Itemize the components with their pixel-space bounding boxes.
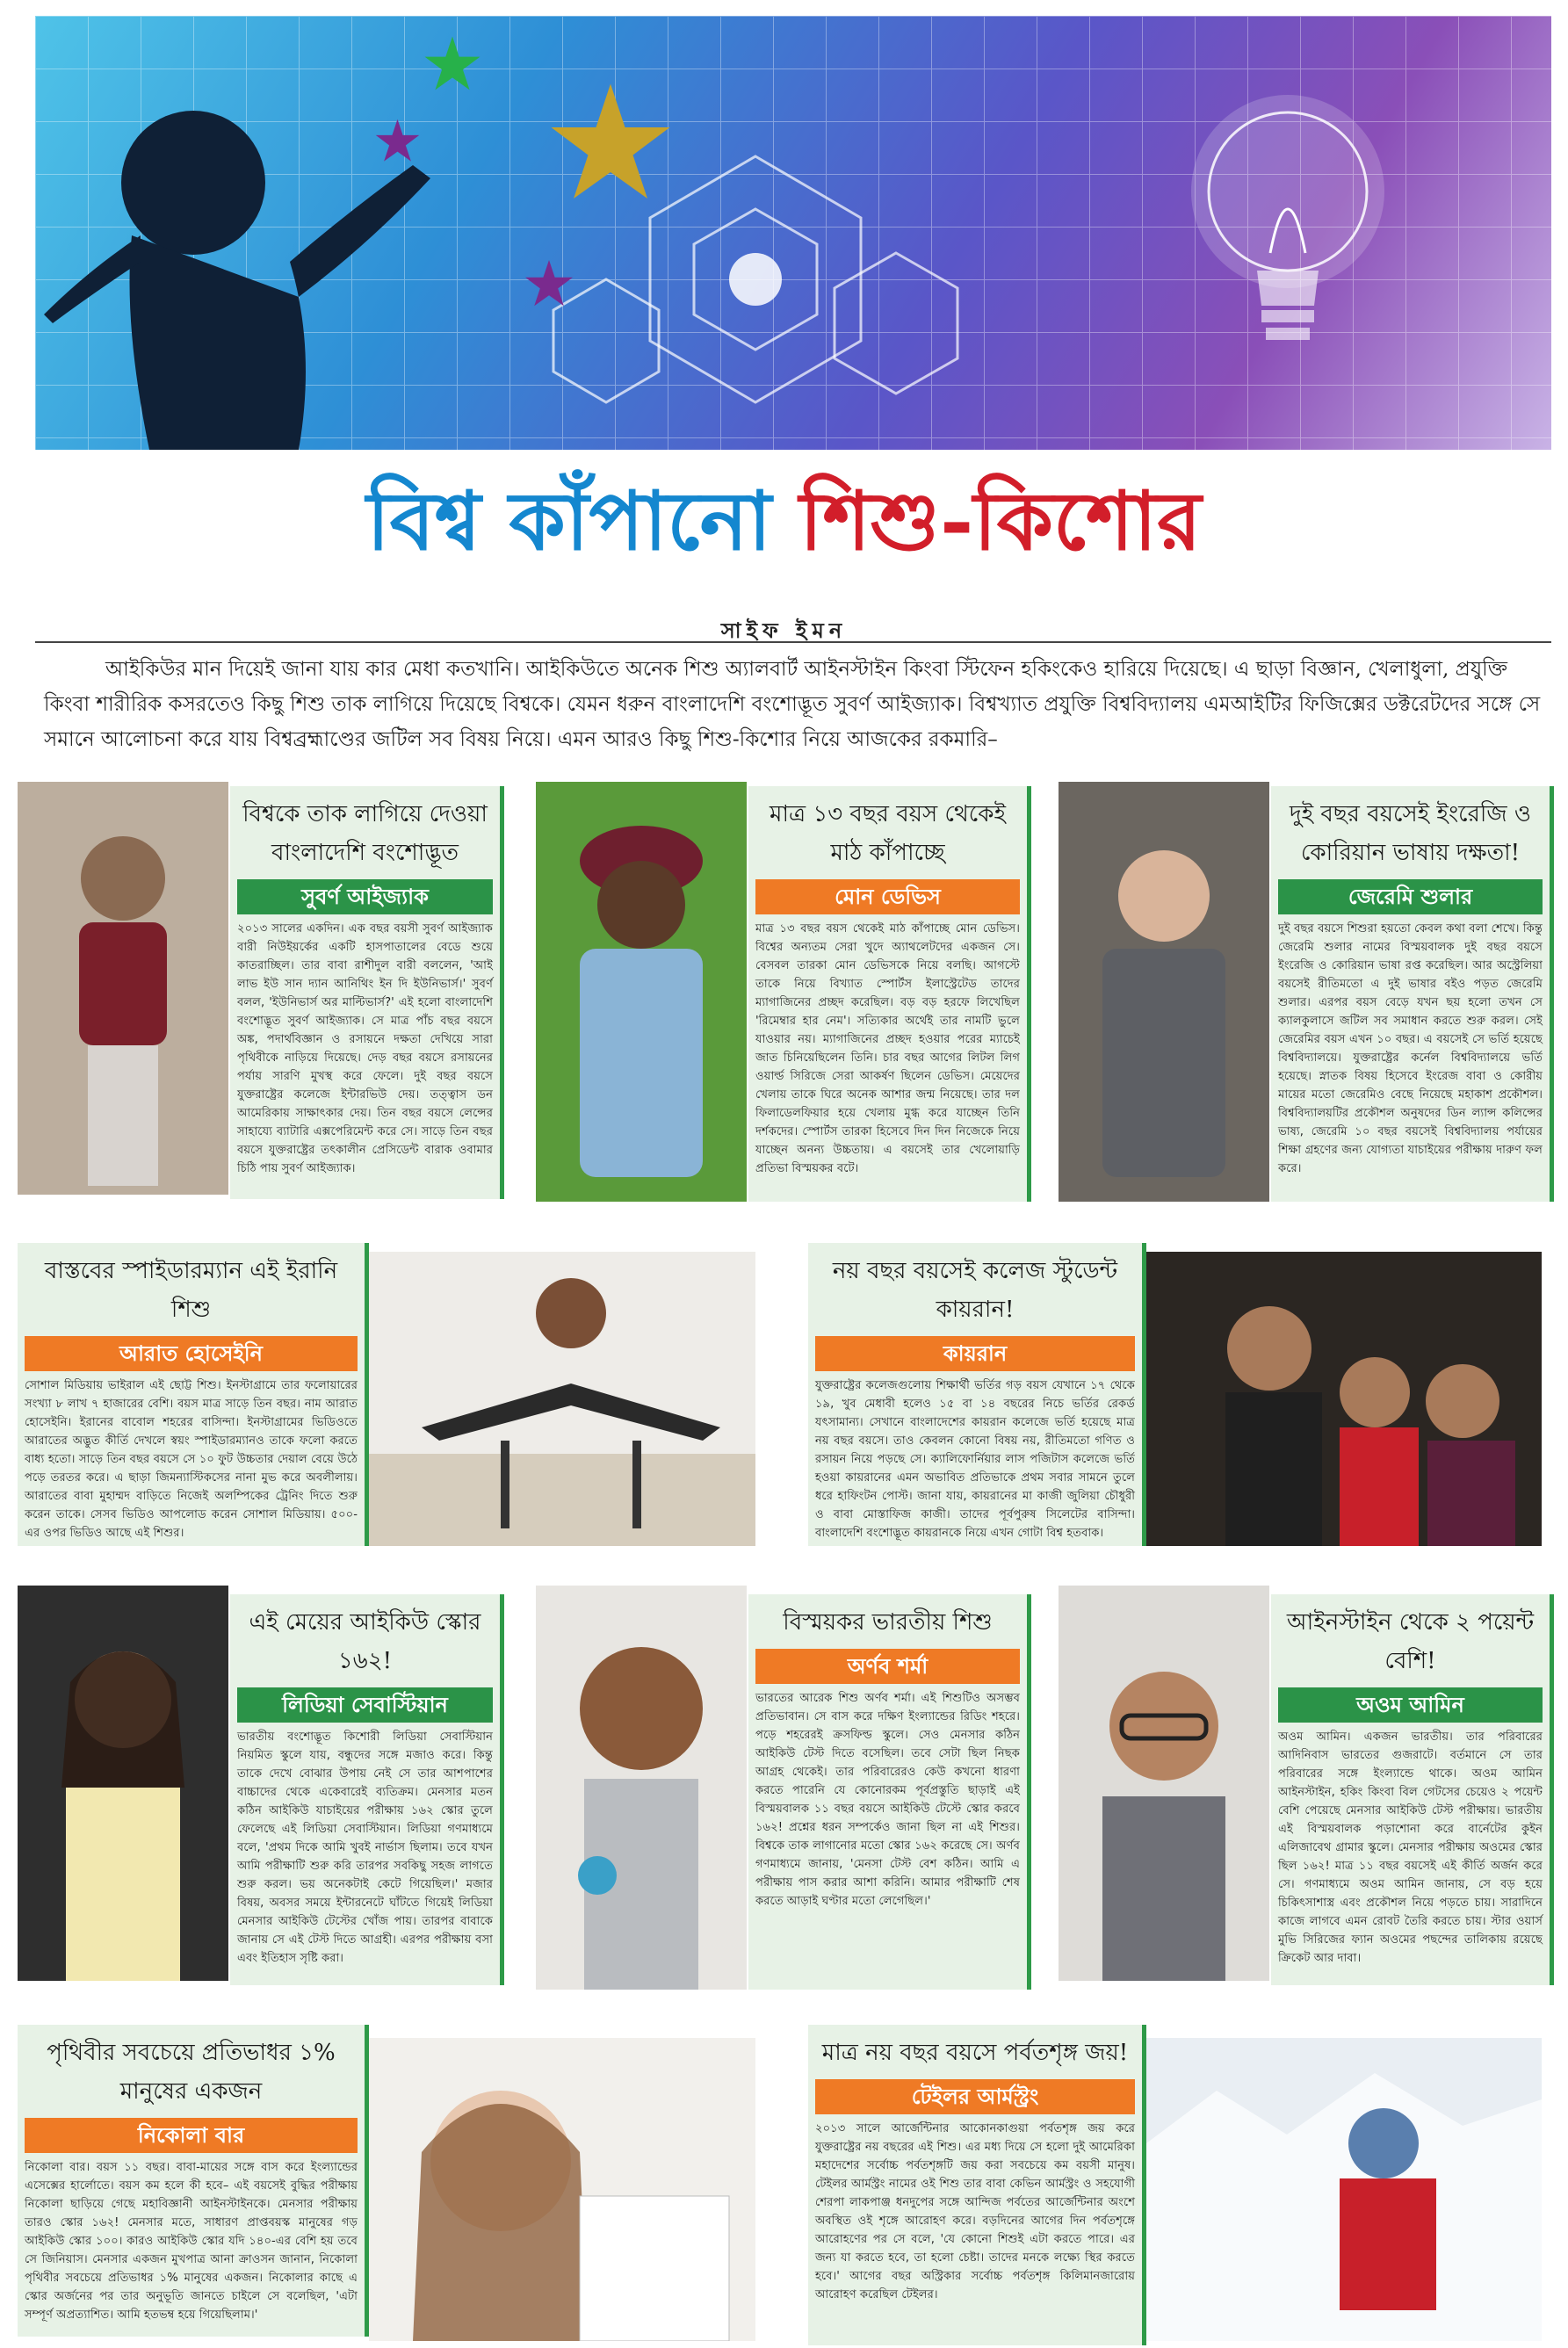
card-body: ভারতীয় বংশোদ্ভূত কিশোরী লিডিয়া সেবাস্টিয়ান নিয়মিত স্কুলে যায়, বন্ধুদের সঙ্গে মজাও করে। কিন্তু তাকে দেখে বোঝার উপায় নেই সে তার আশপাশের বাচ্চাদের থেকে একেবারেই ব্যতিক্রম। মেনসার মতন কঠিন আইকিউ যাচাইয়ের পরীক্ষায় ১৬২ স্কোর তুলে ফেলেছে এই লিডিয়া সেবাস্টিয়ান। লিডিয়া গণমাধ্যমে বলে, 'প্রথম দিকে আমি খুবই নার্ভাস ছিলাম। তবে যখন আমি পরীক্ষাটি শুরু করি তারপর সবকিছু সহজ লাগতে শুরু করল। ভয় অনেকটাই কেটে গিয়েছিল।' মজার বিষয়, অবসর সময়ে ইন্টারনেটে ঘাঁটতে গিয়েই লিডিয়া মেনসার আইকিউ টেস্টের খোঁজ পায়। তারপর বাবাকে জানায় সে এই টেস্ট দিতে আগ্রহী। এরপর পরীক্ষায় বসা এবং ইতিহাস সৃষ্টি করা। (237, 1730, 493, 1965)
card-body: নিকোলা বার। বয়স ১১ বছর। বাবা-মায়ের সঙ্গে বাস করে ইংল্যান্ডের এসেক্সের হার্লোতে। বয়স কম হলে কী হবে– এই বয়সেই বুদ্ধির পরীক্ষায় নিকোলা ছাড়িয়ে গেছে মহাবিজ্ঞানী আইনস্টাইনকে। মেনসার পরীক্ষায় তারও স্কোর ১৬২! মেনসার মতে, সাধারণ প্রাপ্তবয়স্ক মানুষের গড় আইকিউ স্কোর ১০০। কারও আইকিউ স্কোর যদি ১৪০-এর বেশি হয় তবে সে জিনিয়াস। মেনসার একজন মুখপাত্র আনা ক্রাওসন জানান, নিকোলা পৃথিবীর সবচেয়ে প্রতিভাধর ১% মানুষের একজন। নিকোলার কাছে এ স্কোর অর্জনের পর তার অনুভূতি জানতে চাইলে সে বলেছিল, 'এটা সম্পূর্ণ অপ্রত্যাশিত। আমি হতভম্ব হয়ে গিয়েছিলাম।' (25, 2161, 358, 2322)
title-part1: বিশ্ব কাঁপানো (366, 473, 772, 568)
card-oum (1271, 1594, 1554, 1985)
card-heading: মাত্র ১৩ বছর বয়স থেকেই মাঠ কাঁপাচ্ছে (770, 801, 1006, 866)
card-name-bar: লিডিয়া সেবাস্টিয়ান (237, 1687, 493, 1723)
card-name-bar: অওম আমিন (1278, 1687, 1543, 1723)
photo-kairan (1146, 1252, 1542, 1546)
card-lydia (230, 1594, 504, 1985)
card-arnav (748, 1594, 1031, 1990)
photo-tyler (1146, 2038, 1542, 2341)
card-body: মাত্র ১৩ বছর বয়স থেকেই মাঠ কাঁপাচ্ছে মোন ডেভিস। বিশ্বের অন্যতম সেরা খুদে অ্যাথলেটদের একজন সে। বেসবল তারকা মোন ডেভিসকে নিয়ে বলছি। আগস্টে তাকে নিয়ে বিখ্যাত স্পোর্টস ইলাস্ট্রেটেড তাদের ম্যাগাজিনের প্রচ্ছদ করেছিল। বড় বড় হরফে লিখেছিল 'রিমেম্বার হার নেম'। সত্যিকার অর্থেই তার নামটি ভুলে যাওয়ার নয়। ম্যাগাজিনের প্রচ্ছদ হওয়ার পরের ম্যাচেই জাত চিনিয়েছিলেন তিনি। চার বছর আগের লিটল লিগ ওয়ার্ল্ড সিরিজে সেরা আকর্ষণ ছিলেন ডেভিস। মেয়েদের খেলায় তাকে ঘিরে অনেক আশার জন্ম নিয়েছে। তার দল ফিলাডেলফিয়ার হয়ে খেলায় মুগ্ধ করে যাচ্ছেন তিনি দর্শকদের। স্পোর্টস তারকা হিসেবে দিন দিন নিজেকে নিয়ে যাচ্ছেন অনন্য উচ্চতায়। এ বয়সেই তার খেলোয়াড়ি প্রতিভা বিস্ময়কর বটে। (755, 922, 1020, 1175)
photo-arnav (536, 1586, 747, 1990)
photo-nicola (369, 2038, 755, 2341)
card-mone (748, 786, 1031, 1202)
card-name-bar: নিকোলা বার (25, 2118, 358, 2153)
card-heading: পৃথিবীর সবচেয়ে প্রতিভাধর ১% মানুষের একজন (47, 2040, 336, 2105)
photo-jeremy (1059, 782, 1269, 1202)
card-body: ২০১৩ সালের একদিন। এক বছর বয়সী সুবর্ণ আইজ্যাক বারী নিউইয়র্কের একটি হাসপাতালের বেডে শুয়ে কাতরাচ্ছিল। তার বাবা রাশীদুল বারী বললেন, 'আই লাভ ইউ সান দ্যান আনিথিং ইন দি ইউনিভার্স।' সুবর্ণ বলল, 'ইউনিভার্স অর মাল্টিভার্স?' এই হলো বাংলাদেশি বংশোদ্ভূত সুবর্ণ আইজ্যাক। সে মাত্র পাঁচ বছর বয়সে অঙ্ক, পদার্থবিজ্ঞান ও রসায়নে দক্ষতা দেখিয়ে সারা পৃথিবীকে নাড়িয়ে দিয়েছে। দেড় বছর বয়সে রসায়নের পর্যায় সারণি মুখস্থ করে ফেলে। দুই বছর বয়সে যুক্তরাষ্ট্রের কলেজে ইন্টারভিউ দেয়। তত্ত্বাস ডন আমেরিকায় সাক্ষাৎকার দেয়। তিন বছর বয়সে লেন্সের সাহায্যে ব্যাটারি এক্সপেরিমেন্ট করে সে। সাড়ে তিন বছর বয়সে যুক্তরাষ্ট্রের তৎকালীন প্রেসিডেন্ট বারাক ওবামার চিঠি পায় সুবর্ণ আইজ্যাক। (237, 922, 493, 1175)
card-name-bar: মোন ডেভিস (755, 879, 1020, 914)
card-arat (18, 1243, 369, 1546)
star-icon (523, 257, 575, 310)
card-name-bar: জেরেমি শুলার (1278, 879, 1543, 914)
card-kairan (808, 1243, 1146, 1546)
card-heading: মাত্র নয় বছর বয়সে পর্বতশৃঙ্গ জয়! (821, 2040, 1129, 2066)
byline: সাইফ ইমন (720, 618, 848, 643)
card-jeremy (1271, 786, 1554, 1202)
card-body: ভারতের আরেক শিশু অর্ণব শর্মা। এই শিশুটিও অসম্ভব প্রতিভাবান। সে বাস করে দক্ষিণ ইংল্যান্ডের রিডিং শহরে। পড়ে শহরেরই ক্রসফিল্ড স্কুলে। সেও মেনসার কঠিন আইকিউ টেস্ট দিতে বসেছিল। তবে সেটা ছিল নিছক আগ্রহ থেকেই। তার পরিবারেরও কেউ কখনো ধারণা করতে পারেনি যে কোনোরকম পূর্বপ্রস্তুতি ছাড়াই এই বিস্ময়বালক ১১ বছর বয়সে আইকিউ টেস্টে স্কোর করবে ১৬২! প্রশ্নের ধরন সম্পর্কেও জানা ছিল না এই শিশুর। বিশ্বকে তাক লাগানোর মতো স্কোর ১৬২ করেছে সে। অর্ণব গণমাধ্যমে জানায়, 'মেনসা টেস্ট বেশ কঠিন। আমি এ পরীক্ষায় পাস করার আশা করিনি। আমার পরীক্ষাটি শেষ করতে আড়াই ঘণ্টার মতো লেগেছিল।' (755, 1692, 1020, 1908)
card-heading: বাস্তবের স্পাইডারম্যান এই ইরানি শিশু (44, 1258, 338, 1323)
card-body: যুক্তরাষ্ট্রের কলেজগুলোয় শিক্ষার্থী ভর্তির গড় বয়স যেখানে ১৭ থেকে ১৯, খুব মেধাবী হলেও ১৫ বা ১৪ বছরের নিচে ভর্তির রেকর্ড যৎসামান্য। সেখানে বাংলাদেশের কায়রান কলেজে ভর্তি হয়েছে মাত্র নয় বছর বয়সে। তাও কেবলন কোনো বিষয় নয়, রীতিমতো গণিত ও রসায়ন নিয়ে পড়ছে সে। ক্যালিফোর্নিয়ার লাস পজিটাস কলেজে ভর্তি হওয়া কায়রানের এমন অভাবিত প্রতিভাকে প্রথম সবার সামনে তুলে ধরে হাফিংটন পোস্ট। জানা যায়, কায়রানের মা কাজী জুলিয়া চৌধুরী ও বাবা মোস্তাফিজ কাজী। তাদের পূর্বপুরুষ সিলেটের বাসিন্দা। বাংলাদেশি বংশোদ্ভূত কায়রানকে নিয়ে এখন গোটা বিশ্ব হতবাক। (815, 1379, 1135, 1540)
card-heading: নয় বছর বয়সেই কলেজ স্টুডেন্ট কায়রান! (832, 1258, 1118, 1323)
card-heading: আইনস্টাইন থেকে ২ পয়েন্ট বেশি! (1286, 1609, 1535, 1674)
card-name-bar: অর্ণব শর্মা (755, 1649, 1020, 1684)
card-body: দুই বছর বয়সে শিশুরা হয়তো কেবল কথা বলা শেখে। কিন্তু জেরেমি শুলার নামের বিস্ময়বালক দুই বছর বয়সে ইংরেজি ও কোরিয়ান ভাষা রপ্ত করেছিল। আর অস্ট্রেলিয়া বয়সেই রীতিমতো এ দুই ভাষার বইও পড়ত জেরেমি শুলার। এরপর বয়স বেড়ে যখন ছয় হলো তখন সে ক্যালকুলাসে জটিল সব সমাধান করতে শুরু করল। সেই জেরেমির বয়স এখন ১০ বছর। এ বয়সেই সে ভর্তি হয়েছে বিশ্ববিদ্যালয়ে। যুক্তরাষ্ট্রের কর্নেল বিশ্ববিদ্যালয়ে ভর্তি হয়েছে। স্নাতক বিষয় হিসেবে ইংরেজ বাবা ও কোরীয় মায়ের মতো জেরেমিও বেছে নিয়েছে মহাকাশ প্রকৌশল। বিশ্ববিদ্যালয়টির প্রকৌশল অনুষদের ডিন ল্যান্স কলিন্সের ভাষ্য, জেরেমি ১০ বছর বয়সেই বিশ্ববিদ্যালয় পর্যায়ের শিক্ষা গ্রহণের জন্য যোগ্যতা যাচাইয়ের পরীক্ষায় দারুণ ফল করে। (1278, 922, 1543, 1175)
card-heading: বিস্ময়কর ভারতীয় শিশু (783, 1609, 993, 1636)
card-body: ২০১৩ সালে আর্জেন্টিনার আকোনকাগুয়া পর্বতশৃঙ্গ জয় করে যুক্তরাষ্ট্রের নয় বছরের এই শিশু। এর মধ্য দিয়ে সে হলো দুই আমেরিকা মহাদেশের সর্বোচ্চ পর্বতশৃঙ্গটি জয় করা সবচেয়ে কম বয়সী মানুষ। টেইলর আর্মস্ট্রং নামের ওই শিশু তার বাবা কেভিন আর্মস্ট্রং ও সহযোগী শেরপা লাকপাঞ্জ ধনদুপের সঙ্গে আন্দিজ পর্বতের আর্জেন্টিনার অংশে অবস্থিত ওই শৃঙ্গে আরোহণ করে। বড়দিনের আগের দিন পর্বতশৃঙ্গে আরোহণের পর সে বলে, 'যে কোনো শিশুই এটা করতে পারে। এর জন্য যা করতে হবে, তা হলো চেষ্টা। তাদের মনকে লক্ষ্যে স্থির করতে হবে।' আগের বছর অস্ট্রিকার সর্বোচ্চ পর্বতশৃঙ্গ কিলিমানজারোয় আরোহণ করেছিল টেইলর। (815, 2122, 1135, 2301)
photo-subarna (18, 782, 228, 1195)
photo-mone (536, 782, 747, 1202)
card-name-bar: টেইলর আর্মস্ট্রং (815, 2079, 1135, 2114)
card-name-bar: সুবর্ণ আইজ্যাক (237, 879, 493, 914)
intro-paragraph: আইকিউর মান দিয়েই জানা যায় কার মেধা কতখানি। আইকিউতে অনেক শিশু অ্যালবার্ট আইনস্টাইন কিংবা স্টিফেন হকিংকেও হারিয়ে দিয়েছে। এ ছাড়া বিজ্ঞান, খেলাধুলা, প্রযুক্তি কিংবা শারীরিক কসরতেও কিছু শিশু তাক লাগিয়ে দিয়েছে বিশ্বকে। যেমন ধরুন বাংলাদেশি বংশোদ্ভূত সুবর্ণ আইজ্যাক। বিশ্বখ্যাত প্রযুক্তি বিশ্ববিদ্যালয় এমআইটির ফিজিক্সের ডক্টরেটদের সঙ্গে সে সমানে আলোচনা করে যায় বিশ্বব্রহ্মাণ্ডের জটিল সব বিষয় নিয়ে। এমন আরও কিছু শিশু-কিশোর নিয়ে আজকের রকমারি– (35, 641, 1551, 757)
star-icon (373, 117, 422, 165)
photo-oum (1059, 1586, 1269, 1981)
card-heading: দুই বছর বয়সেই ইংরেজি ও কোরিয়ান ভাষায় দক্ষতা! (1289, 801, 1531, 866)
lightbulb-graphic (1174, 77, 1402, 411)
card-heading: বিশ্বকে তাক লাগিয়ে দেওয়া বাংলাদেশি বংশোদ্ভূত (242, 801, 488, 866)
card-nicola (18, 2025, 369, 2337)
photo-lydia (18, 1586, 228, 1981)
card-subarna (230, 786, 504, 1199)
page-title (0, 464, 1568, 578)
photo-arat (369, 1252, 755, 1546)
title-part2: শিশু-কিশোর (799, 473, 1202, 568)
star-icon (545, 77, 676, 209)
child-silhouette-graphic (35, 33, 492, 450)
card-body: অওম আমিন। একজন ভারতীয়। তার পরিবারের আদিনিবাস ভারতের গুজরাটে। বর্তমানে সে তার পরিবারের সঙ্গে ইংল্যান্ডে থাকে। অওম আমিন আইনস্টাইন, হকিং কিংবা বিল গেটসের চেয়েও ২ পয়েন্ট বেশি পেয়েছে মেনসার আইকিউ টেস্ট পরীক্ষায়। ভারতীয় এই বিস্ময়বালক পড়াশোনা করে বার্নেটের কুইন এলিজাবেথ গ্রামার স্কুলে। মেনসার পরীক্ষায় অওমের স্কোর ছিল ১৬২! মাত্র ১১ বছর বয়সেই এই কীর্তি অর্জন করে সে। গণমাধ্যমে অওম আমিন জানায়, সে বড় হয়ে চিকিৎসাশাস্ত্র এবং প্রকৌশল নিয়ে পড়তে চায়। সারাদিনে কাজে লাগবে এমন রোবট তৈরি করতে চায়। স্টার ওয়ার্স মুভি সিরিজের ফ্যান অওমের পছন্দের তালিকায় রয়েছে ক্রিকেট আর দাবা। (1278, 1730, 1543, 1965)
card-name-bar: আরাত হোসেইনি (25, 1336, 358, 1371)
card-name-bar: কায়রান (815, 1336, 1135, 1371)
hero-banner (35, 16, 1551, 450)
card-heading: এই মেয়ের আইকিউ স্কোর ১৬২! (249, 1609, 481, 1674)
star-icon (422, 33, 483, 95)
card-tyler (808, 2025, 1146, 2345)
card-body: সোশাল মিডিয়ায় ভাইরাল এই ছোট্ট শিশু। ইনস্টাগ্রামে তার ফলোয়ারের সংখ্যা ৮ লাখ ৭ হাজারের বেশি। বয়স মাত্র সাড়ে তিন বছর। নাম আরাত হোসেইনি। ইরানের বাবোল শহরের বাসিন্দা। ইনস্টাগ্রামের ভিডিওতে আরাতের অদ্ভুত কীর্তি দেখলে স্বয়ং স্পাইডারম্যানও তাকে ফলো করতে বাধ্য হতো। সাড়ে তিন বছর বয়সে সে ১০ ফুট উচ্চতার দেয়াল বেয়ে উঠে পড়ে তরতর করে। এ ছাড়া জিমন্যাস্টিকসের নানা মুভ করে অবলীলায়। আরাতের বাবা মুহাম্মদ বাড়িতে নিজেই অলম্পিকের ট্রেনিং দিতে শুরু করেন তাকে। সেসব ভিডিও আপলোড করেন সোশাল মিডিয়ায়। ৫০০-এর ওপর ভিডিও আছে এই শিশুর। (25, 1379, 358, 1540)
